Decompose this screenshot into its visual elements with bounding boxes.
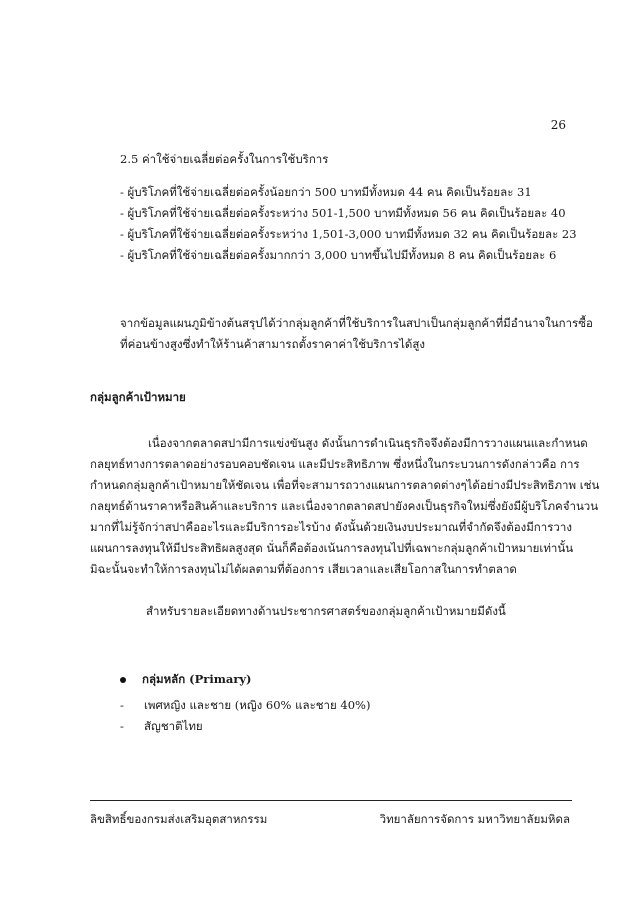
- list-item: - ผู้บริโภคที่ใช้จ่ายเฉลี่ยต่อครั้งระหว่าง 1,501-3,000 บาทมีทั้งหมด 32 คน คิดเป็นร้อยละ 23: [120, 227, 577, 241]
- footer-divider: [90, 800, 572, 801]
- list-item: [120, 698, 370, 712]
- primary-heading-text: กลุ่มหลัก (Primary): [142, 672, 252, 686]
- primary-group: [120, 672, 252, 686]
- paragraph-line: กลยุทธ์ทางการตลาดอย่างรอบคอบชัดเจน และมีประสิทธิภาพ ซึ่งหนึ่งในกระบวนการดังกล่าวคือ การ: [90, 457, 580, 471]
- list-item-text: เพศหญิง และชาย (หญิง 60% และชาย 40%): [144, 698, 371, 712]
- paragraph-line: มากที่ไม่รู้จักว่าสปาคืออะไรและมีบริการอะไรบ้าง ดังนั้นด้วยเงินงบประมาณที่จำกัดจึงต้องมีการวาง: [90, 520, 572, 534]
- paragraph-line: ที่ค่อนข้างสูงซึ่งทำให้ร้านค้าสามารถตั้งราคาค่าใช้บริการได้สูง: [120, 337, 425, 351]
- paragraph-line: มิฉะนั้นจะทำให้การลงทุนไม่ได้ผลตามที่ต้องการ เสียเวลาและเสียโอกาสในการทำตลาด: [90, 562, 517, 576]
- section-title: 2.5 ค่าใช้จ่ายเฉลี่ยต่อครั้งในการใช้บริการ: [120, 152, 329, 166]
- spending-list: [120, 185, 577, 269]
- bullet-icon: [120, 677, 126, 683]
- dash-marker: -: [120, 698, 124, 712]
- target-paragraph: [90, 436, 600, 583]
- list-item: - ผู้บริโภคที่ใช้จ่ายเฉลี่ยต่อครั้งมากกว่า 3,000 บาทขึ้นไปมีทั้งหมด 8 คน คิดเป็นร้อยละ 6: [120, 248, 557, 262]
- paragraph-line: แผนการลงทุนให้มีประสิทธิผลสูงสุด นั่นก็คือต้องเน้นการลงทุนไปที่เฉพาะกลุ่มลูกค้าเป้าหมายเท่านั้น: [90, 541, 574, 555]
- list-item: - ผู้บริโภคที่ใช้จ่ายเฉลี่ยต่อครั้งระหว่าง 501-1,500 บาทมีทั้งหมด 56 คน คิดเป็นร้อยละ 40: [120, 206, 566, 220]
- page-number: 26: [550, 118, 566, 132]
- summary-paragraph: [120, 316, 593, 358]
- list-item: - ผู้บริโภคที่ใช้จ่ายเฉลี่ยต่อครั้งน้อยกว่า 500 บาทมีทั้งหมด 44 คน คิดเป็นร้อยละ 31: [120, 185, 532, 199]
- primary-group-heading: [120, 672, 252, 686]
- paragraph-line: กลยุทธ์ด้านราคาหรือสินค้าและบริการ และเนื่องจากตลาดสปายังคงเป็นธุรกิจใหม่ซึ่งยังมีผู้บริโภคจำนวน: [90, 499, 599, 513]
- paragraph-line: กำหนดกลุ่มลูกค้าเป้าหมายให้ชัดเจน เพื่อที่จะสามารถวางแผนการตลาดต่างๆได้อย่างมีประสิทธิภาพ เช่น: [90, 478, 600, 492]
- dash-marker: -: [120, 719, 124, 733]
- footer-right: วิทยาลัยการจัดการ มหาวิทยาลัยมหิดล: [379, 812, 570, 826]
- demographic-intro: สำหรับรายละเอียดทางด้านประชากรศาสตร์ของกลุ่มลูกค้าเป้าหมายมีดังนี้: [146, 604, 506, 618]
- target-heading: กลุ่มลูกค้าเป้าหมาย: [90, 390, 186, 404]
- paragraph-line: เนื่องจากตลาดสปามีการแข่งขันสูง ดังนั้นการดำเนินธุรกิจจึงต้องมีการวางแผนและกำหนด: [148, 436, 588, 450]
- list-item-text: สัญชาติไทย: [144, 719, 203, 733]
- footer-left: ลิขสิทธิ์ของกรมส่งเสริมอุตสาหกรรม: [90, 812, 268, 826]
- list-item: [120, 719, 203, 733]
- paragraph-line: จากข้อมูลแผนภูมิข้างต้นสรุปได้ว่ากลุ่มลูกค้าที่ใช้บริการในสปาเป็นกลุ่มลูกค้าที่มีอำนาจในการซื้อ: [120, 316, 593, 330]
